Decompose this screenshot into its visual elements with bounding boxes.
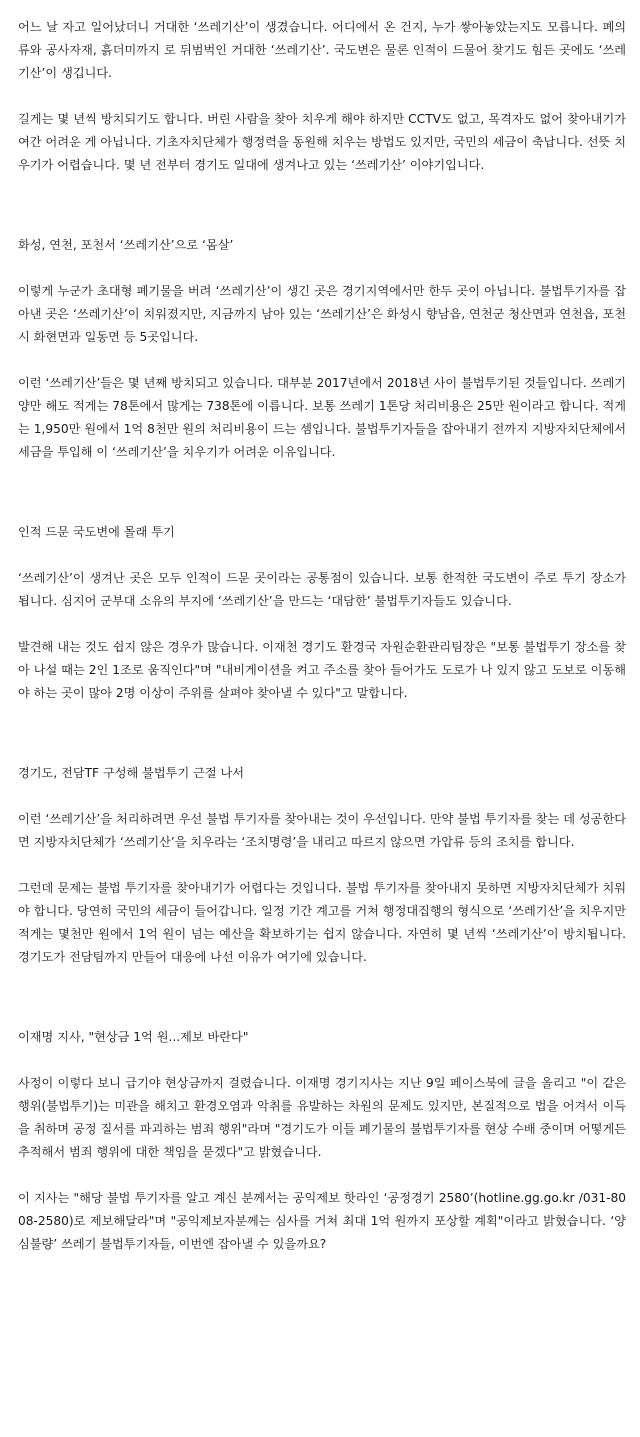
paragraph-problem: 그런데 문제는 불법 투기자를 찾아내기가 어렵다는 것입니다. 불법 투기자를 찾아내지 못하면 지방자치단체가 치워야 합니다. 당연히 국민의 세금이 들어갑니다. 일정 기간 계고를 거쳐 행정대집행의 형식으로 ‘쓰레기산’을 치우지만 적게는 몇천만 원에서 1억 원이 넘는 예산을 확보하기는 쉽지 않습니다. 자연히 몇 년씩 ‘쓰레기산’이 방치됩니다. 경기도가 전담팀까지 만들어 대응에 나선 이유가 여기에 있습니다.	[18, 881, 626, 964]
paragraph-regions: 이렇게 누군가 초대형 폐기물을 버려 ‘쓰레기산’이 생긴 곳은 경기지역에서만 한두 곳이 아닙니다. 불법투기자를 잡아낸 곳은 ‘쓰레기산’이 치워졌지만, 지금까지 남아 있는 ‘쓰레기산’은 화성시 향남읍, 연천군 청산면과 연천읍, 포천시 화현면과 일동면 등 5곳입니다.	[18, 284, 626, 344]
paragraph-hotline: 이 지사는 "해당 불법 투기자를 알고 계신 분께서는 공익제보 핫라인 ‘공정경기 2580’(hotline.gg.go.kr /031-8008-2580)로 제보해달라"며 "공익제보자분께는 심사를 거쳐 최대 1억 원까지 포상할 계획"이라고 밝혔습니다. ‘양심불량’ 쓰레기 불법투기자들, 이번엔 잡아낼 수 있을까요?	[18, 1191, 626, 1251]
spacer	[18, 257, 626, 280]
section-heading-reward: 이재명 지사, "현상금 1억 원...제보 바란다"	[18, 1030, 249, 1044]
spacer	[18, 854, 626, 877]
paragraph-costs: 이런 ‘쓰레기산’들은 몇 년째 방치되고 있습니다. 대부분 2017년에서 2018년 사이 불법투기된 것들입니다. 쓰레기양만 해도 적게는 78톤에서 많게는 738톤에 이릅니다. 보통 쓰레기 1톤당 처리비용은 25만 원이라고 합니다. 적게는 1,950만 원에서 1억 8천만 원의 처리비용이 드는 셈입니다. 불법투기자들을 잡아내기 전까지 지방자치단체에서 세금을 투입해 이 ‘쓰레기산’을 치우기가 어려운 이유입니다.	[18, 376, 626, 459]
paragraph-governor-quote: 사정이 이렇다 보니 급기야 현상금까지 걸렸습니다. 이재명 경기지사는 지난 9일 페이스북에 글을 올리고 "이 같은 행위(불법투기)는 미관을 해치고 환경오염과 악취를 유발하는 차원의 문제도 있지만, 본질적으로 법을 어겨서 이득을 취하며 공정 질서를 파괴하는 범죄 행위"라며 "경기도가 이들 폐기물의 불법투기자를 현상 수배 중이며 어떻게든 추적해서 범죄 행위에 대한 책임을 묻겠다"고 밝혔습니다.	[18, 1076, 626, 1159]
spacer	[18, 349, 626, 372]
spacer	[18, 613, 626, 636]
section-heading-regions: 화성, 연천, 포천서 ‘쓰레기산’으로 ‘몸살’	[18, 238, 234, 252]
spacer	[18, 85, 626, 108]
section-heading-tf: 경기도, 전담TF 구성해 불법투기 근절 나서	[18, 766, 245, 780]
paragraph-locations: ‘쓰레기산’이 생겨난 곳은 모두 인적이 드문 곳이라는 공통점이 있습니다. 보통 한적한 국도변이 주로 투기 장소가 됩니다. 심지어 군부대 소유의 부지에 ‘쓰레기산’을 만드는 ‘대담한’ 불법투기자들도 있습니다.	[18, 571, 626, 608]
spacer	[18, 544, 626, 567]
spacer	[18, 705, 626, 762]
spacer	[18, 785, 626, 808]
paragraph-process: 이런 ‘쓰레기산’을 처리하려면 우선 불법 투기자를 찾아내는 것이 우선입니다. 만약 불법 투기자를 찾는 데 성공한다면 지방자치단체가 ‘쓰레기산’을 치우라는 ‘조치명령’을 내리고 따르지 않으면 가압류 등의 조치를 합니다.	[18, 812, 626, 849]
paragraph-intro: 어느 날 자고 일어났더니 거대한 ‘쓰레기산’이 생겼습니다. 어디에서 온 건지, 누가 쌓아놓았는지도 모릅니다. 폐의류와 공사자재, 흙더미까지 로 뒤범벅인 거대한 ‘쓰레기산’. 국도변은 물론 인적이 드물어 찾기도 힘든 곳에도 ‘쓰레기산’이 생깁니다.	[18, 20, 626, 80]
spacer	[18, 1049, 626, 1072]
spacer	[18, 464, 626, 521]
paragraph-neglect: 길게는 몇 년씩 방치되기도 합니다. 버린 사람을 찾아 치우게 해야 하지만 CCTV도 없고, 목격자도 없어 찾아내기가 여간 어려운 게 아닙니다. 기초자치단체가 행정력을 동원해 치우는 방법도 있지만, 국민의 세금이 축납니다. 선뜻 치우기가 어렵습니다. 몇 년 전부터 경기도 일대에 생겨나고 있는 ‘쓰레기산’ 이야기입니다.	[18, 112, 626, 172]
spacer	[18, 1164, 626, 1187]
spacer	[18, 177, 626, 234]
section-heading-roadside: 인적 드문 국도변에 몰래 투기	[18, 525, 175, 539]
spacer	[18, 969, 626, 1026]
paragraph-discovery: 발견해 내는 것도 쉽지 않은 경우가 많습니다. 이재천 경기도 환경국 자원순환관리팀장은 "보통 불법투기 장소를 찾아 나설 때는 2인 1조로 움직인다"며 "내비게이션을 켜고 주소를 찾아 들어가도 도로가 나 있지 않고 도보로 이동해야 하는 곳이 많아 2명 이상이 주위를 살펴야 찾아낼 수 있다"고 말합니다.	[18, 640, 626, 700]
